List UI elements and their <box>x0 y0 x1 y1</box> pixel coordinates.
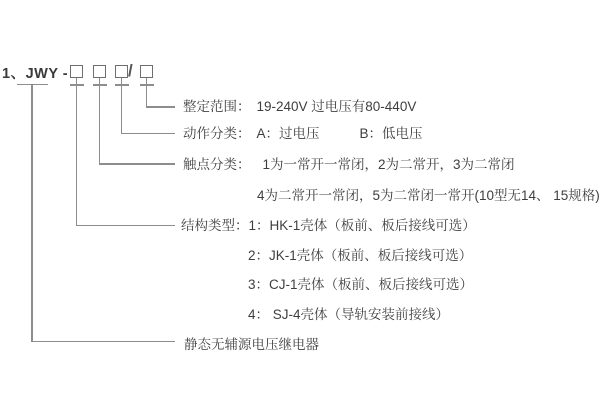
connector-structure-type-vertical <box>76 78 78 226</box>
structure-type-option-3: 3：CJ-1壳体（板前、板后接线可选） <box>248 276 474 292</box>
connector-contact-class-vertical <box>99 78 101 165</box>
connector-setting-range-horizontal <box>146 106 176 108</box>
contact-class-line2: 4为二常开一常闭，5为二常闭一常开(10型无14、 15规格) <box>257 188 600 203</box>
connector-structure-type-horizontal <box>76 225 176 227</box>
setting-range-value: 19-240V 过电压有80-440V <box>256 99 417 114</box>
product-name: 静态无辅源电压继电器 <box>184 337 319 352</box>
model-slash: / <box>128 61 133 80</box>
contact-class-row <box>183 157 515 172</box>
model-digit-box-setting-range <box>140 65 153 78</box>
connector-contact-class-horizontal <box>99 163 176 165</box>
structure-type-option-4: 4： SJ-4壳体（导轨安装前接线） <box>248 306 450 322</box>
model-digit-box-action-class <box>115 65 128 78</box>
connector-product-name-vertical <box>31 85 33 342</box>
connector-setting-range-vertical <box>146 78 148 108</box>
structure-type-label: 结构类型： <box>181 218 249 233</box>
contact-class-label: 触点分类： <box>183 157 251 172</box>
connector-product-name-horizontal <box>31 341 175 343</box>
structure-type-option-1: 1：HK-1壳体（板前、板后接线可选） <box>248 218 476 233</box>
action-class-value-b: B：低电压 <box>359 126 423 141</box>
contact-class-row-continued <box>257 188 600 203</box>
model-digit-box-structure-type <box>70 65 83 78</box>
structure-type-option-row <box>248 277 473 292</box>
setting-range-row <box>183 99 416 114</box>
action-class-value-a: A：过电压 <box>256 126 320 141</box>
setting-range-label: 整定范围： <box>183 99 251 114</box>
structure-type-option-row <box>248 307 449 322</box>
contact-class-line1: 1为一常开一常闭，2为二常开，3为二常闭 <box>262 157 515 172</box>
action-class-row <box>183 126 423 141</box>
structure-type-option-2: 2：JK-1壳体（板前、板后接线可选） <box>248 248 473 263</box>
model-digit-box-contact-class <box>93 65 106 78</box>
structure-type-row <box>181 218 476 233</box>
connector-action-class-vertical <box>121 78 123 134</box>
connector-action-class-horizontal <box>121 133 176 135</box>
action-class-label: 动作分类： <box>183 126 251 141</box>
model-prefix: 1、JWY - <box>2 66 69 82</box>
product-name-row <box>184 337 319 352</box>
structure-type-option-row <box>248 248 472 263</box>
